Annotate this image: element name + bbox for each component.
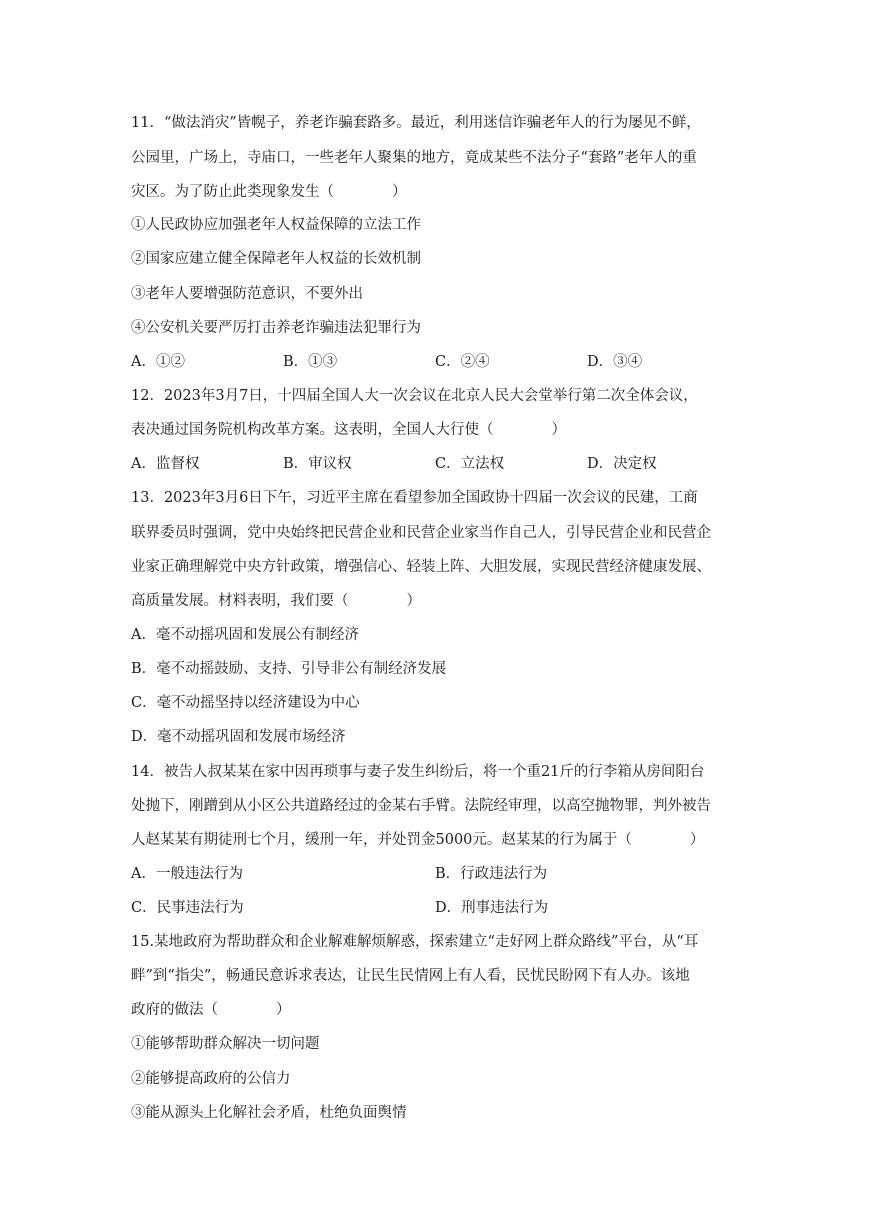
q15-stem-line-2: 畔”到“指尖”，畅通民意诉求表达，让民生民情网上有人看，民忧民盼网下有人办。该地 — [131, 968, 690, 984]
q14-option-c: C．民事违法行为 — [131, 900, 244, 916]
q11-stem-line-1: 11．“做法消灾”皆幌子，养老诈骗套路多。最近，利用迷信诈骗老年人的行为屡见不鲜， — [131, 115, 701, 131]
q11-statement-4: ④公安机关要严厉打击养老诈骗违法犯罪行为 — [131, 320, 421, 336]
q13-stem-line-2: 联界委员时强调，党中央始终把民营企业和民营企业家当作自己人，引导民营企业和民营企 — [131, 525, 711, 541]
q13-option-d: D．毫不动摇巩固和发展市场经济 — [131, 729, 346, 745]
q13-option-a: A．毫不动摇巩固和发展公有制经济 — [131, 627, 359, 643]
q14-option-b: B．行政违法行为 — [435, 866, 548, 882]
q15-statement-3: ③能从源头上化解社会矛盾，杜绝负面舆情 — [131, 1105, 407, 1121]
q13-option-b: B．毫不动摇鼓励、支持、引导非公有制经济发展 — [131, 661, 447, 677]
q11-option-a: A．①② — [131, 354, 185, 370]
q12-stem-line-2: 表决通过国务院机构改革方案。这表明，全国人大行使（ ） — [131, 422, 566, 438]
q13-option-c: C．毫不动摇坚持以经济建设为中心 — [131, 695, 360, 711]
q12-option-b: B．审议权 — [283, 456, 352, 472]
q15-statement-2: ②能够提高政府的公信力 — [131, 1071, 291, 1087]
q15-stem-line-3: 政府的做法（ ） — [131, 1002, 291, 1018]
q14-stem-line-3: 人赵某某有期徒刑七个月，缓刑一年，并处罚金5000元。赵某某的行为属于（ ） — [131, 832, 705, 848]
q12-option-c: C．立法权 — [435, 456, 505, 472]
q11-statement-2: ②国家应建立健全保障老年人权益的长效机制 — [131, 251, 421, 267]
q14-stem-line-2: 处抛下，刚蹭到从小区公共道路经过的金某右手臂。法院经审理，以高空抛物罪，判外被告 — [131, 798, 711, 814]
q14-stem-line-1: 14．被告人叔某某在家中因再琐事与妻子发生纠纷后，将一个重21斤的行李箱从房间阳台 — [131, 764, 705, 780]
q11-option-b: B．①③ — [283, 354, 338, 370]
q11-option-c: C．②④ — [435, 354, 490, 370]
q12-option-d: D．决定权 — [587, 456, 657, 472]
q11-statement-1: ①人民政协应加强老年人权益保障的立法工作 — [131, 217, 421, 233]
q14-option-a: A．一般违法行为 — [131, 866, 243, 882]
q11-stem-line-3: 灾区。为了防止此类现象发生（ ） — [131, 184, 407, 200]
q11-option-d: D．③④ — [587, 354, 643, 370]
q13-stem-line-1: 13．2023年3月6日下午，习近平主席在看望参加全国政协十四届一次会议的民建，工商 — [131, 490, 698, 506]
q13-stem-line-3: 业家正确理解党中央方针政策，增强信心、轻装上阵、大胆发展，实现民营经济健康发展、 — [131, 559, 711, 575]
q11-statement-3: ③老年人要增强防范意识，不要外出 — [131, 286, 363, 302]
q12-stem-line-1: 12．2023年3月7日，十四届全国人大一次会议在北京人民大会堂举行第二次全体会议， — [131, 388, 698, 404]
q12-option-a: A．监督权 — [131, 456, 200, 472]
q15-statement-1: ①能够帮助群众解决一切问题 — [131, 1036, 320, 1052]
q11-stem-line-2: 公园里，广场上，寺庙口，一些老年人聚集的地方，竟成某些不法分子“套路”老年人的重 — [131, 150, 697, 166]
q15-stem-line-1: 15.某地政府为帮助群众和企业解难解烦解惑，探索建立“走好网上群众路线”平台，从“耳 — [131, 934, 699, 950]
q13-stem-line-4: 高质量发展。材料表明，我们要（ ） — [131, 593, 421, 609]
q14-option-d: D．刑事违法行为 — [435, 900, 549, 916]
